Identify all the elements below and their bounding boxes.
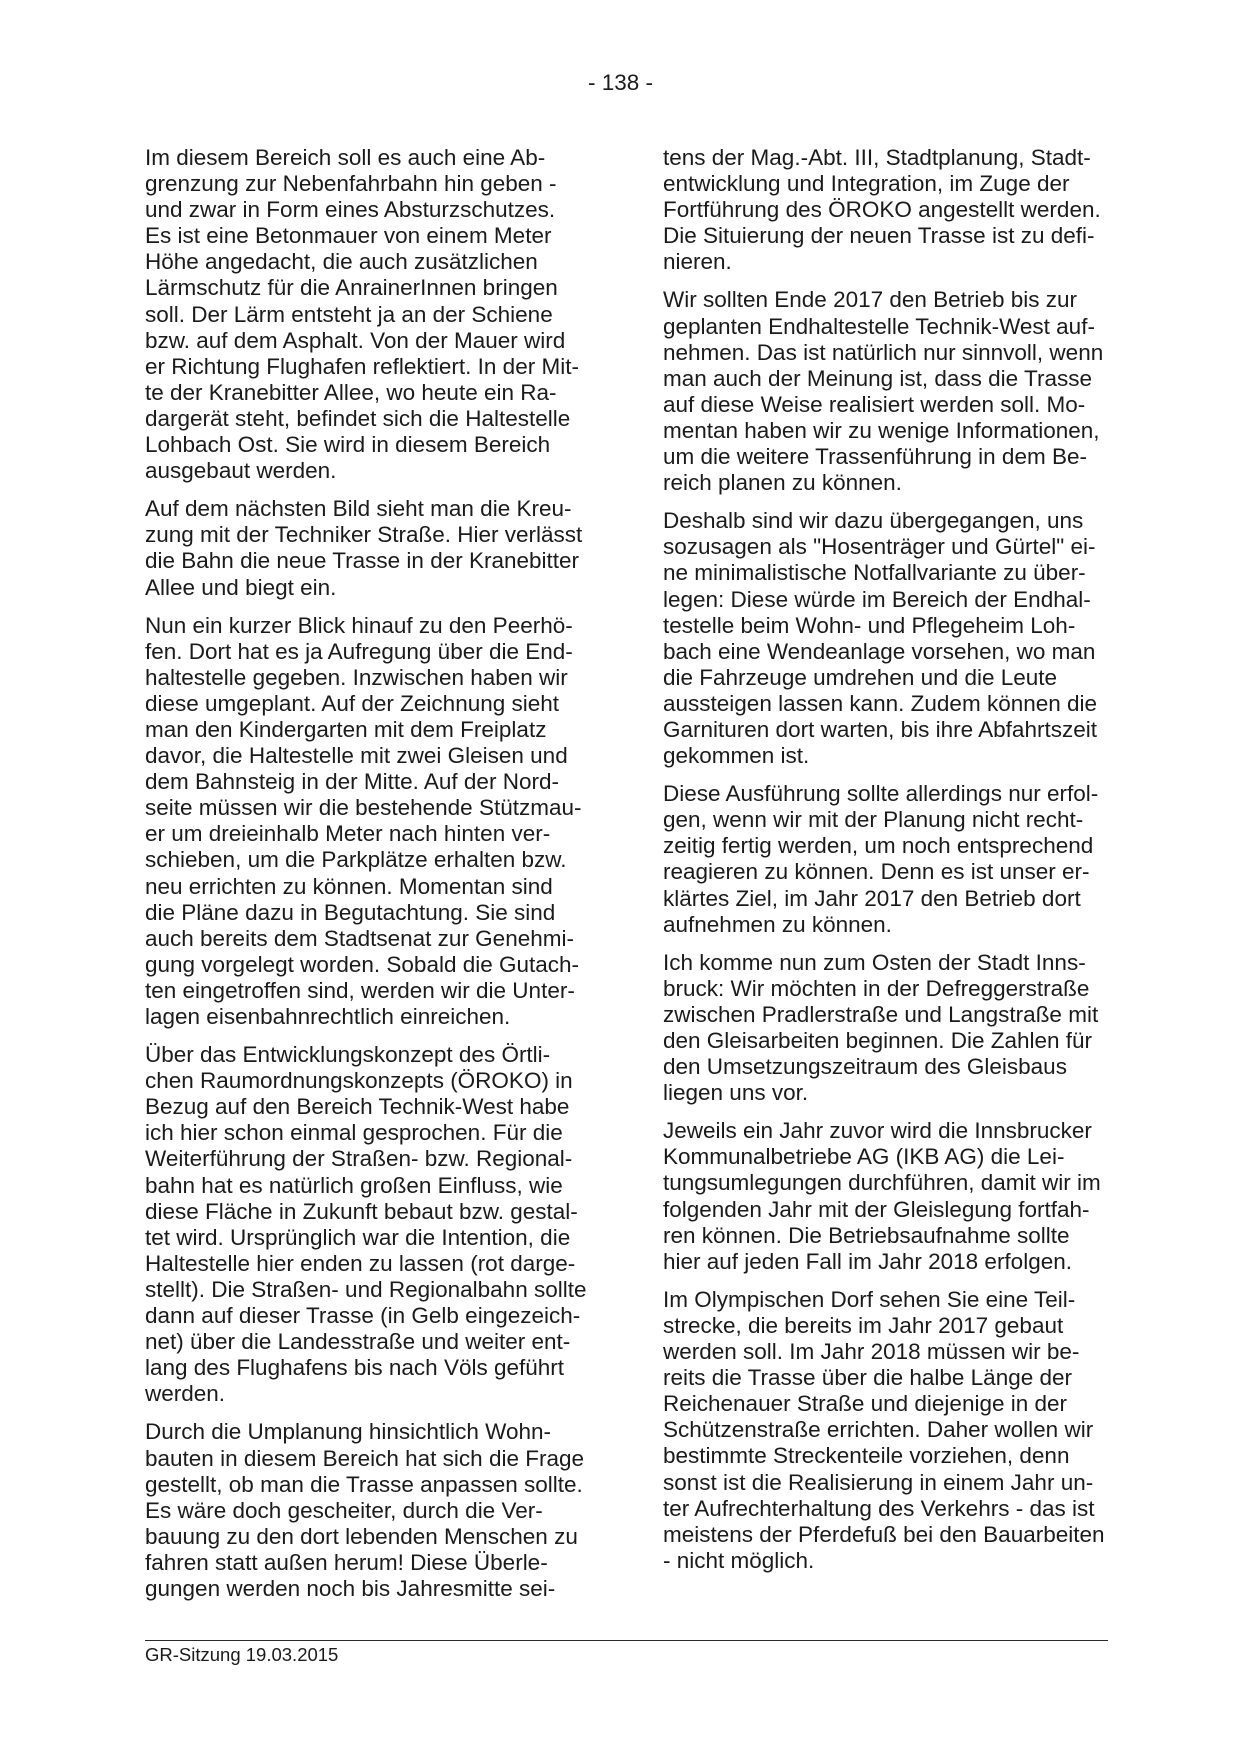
paragraph: Diese Ausführung sollte allerdings nur erfol- gen, wenn wir mit der Planung nicht recht- zeitig fertig werden, um noch entsprechend reagieren zu können. Denn es ist unser er- klärtes Ziel, im Jahr 2017 den Betrieb dort aufnehmen zu können. [663,781,1099,937]
footer-divider [145,1640,1108,1641]
paragraph: Ich komme nun zum Osten der Stadt Inns- bruck: Wir möchten in der Defreggerstraße zwischen Pradlerstraße und Langstraße mit den Gleisarbeiten beginnen. Die Zahlen für den Umsetzungszeitraum des Gleisbaus liegen uns vor. [663,949,1099,1106]
paragraph: Im diesem Bereich soll es auch eine Ab- grenzung zur Nebenfahrbahn hin geben - und zwar in Form eines Absturzschutzes. Es ist eine Betonmauer von einem Meter Höhe angedacht, die auch zusätzlichen Lärmschutz für die AnrainerInnen bringen soll. Der Lärm entsteht ja an der Schiene bzw. auf dem Asphalt. Von der Mauer wird er Richtung Flughafen reflektiert. In der Mit- te der Kranebitter Allee, wo heute ein Ra- dargerät steht, befindet sich die Haltestelle Lohbach Ost. Sie wird in diesem Bereich ausgebaut werden. [145,145,579,484]
paragraph: Wir sollten Ende 2017 den Betrieb bis zur geplanten Endhaltestelle Technik-West auf- nehmen. Das ist natürlich nur sinnvoll, wenn man auch der Meinung ist, dass die Trasse auf diese Weise realisiert werden soll. Mo- mentan haben wir zu wenige Informationen, um die weitere Trassenführung in dem Be- reich planen zu können. [663,287,1104,496]
page-number: - 138 - [587,70,654,95]
paragraph: Über das Entwicklungskonzept des Örtli- chen Raumordnungskonzepts (ÖROKO) in Bezug auf den Bereich Technik-West habe ich hier schon einmal gesprochen. Für die Weiterführung der Straßen- bzw. Regional- bahn hat es natürlich großen Einfluss, wie diese Fläche in Zukunft bebaut bzw. gestal- tet wird. Ursprünglich war die Intention, die Haltestelle hier enden zu lassen (rot darge- stellt). Die Straßen- und Regionalbahn sollte dann auf dieser Trasse (in Gelb eingezeich- net) über die Landesstraße und weiter ent- lang des Flughafens bis nach Völs geführt werden. [145,1042,587,1407]
paragraph: Auf dem nächsten Bild sieht man die Kreu- zung mit der Techniker Straße. Hier verlässt die Bahn die neue Trasse in der Kranebitter Allee und biegt ein. [145,496,583,600]
paragraph: Durch die Umplanung hinsichtlich Wohn- bauten in diesem Bereich hat sich die Frage gestellt, ob man die Trasse anpassen sollte. Es wäre doch gescheiter, durch die Ver- bauung zu den dort lebenden Menschen zu fahren statt außen herum! Diese Überle- gungen werden noch bis Jahresmitte sei- [145,1419,585,1601]
footer-text: GR-Sitzung 19.03.2015 [145,1644,339,1665]
paragraph: Nun ein kurzer Blick hinauf zu den Peerhö- fen. Dort hat es ja Aufregung über die End- haltestelle gegeben. Inzwischen haben wir diese umgeplant. Auf der Zeichnung sieht man den Kindergarten mit dem Freiplatz davor, die Haltestelle mit zwei Gleisen und dem Bahnsteig in der Mitte. Auf der Nord- seite müssen wir die bestehende Stützmau- er um dreieinhalb Meter nach hinten ver- schieben, um die Parkplätze erhalten bzw. neu errichten zu können. Momentan sind die Pläne dazu in Begutachtung. Sie sind auch bereits dem Stadtsenat zur Genehmi- gung vorgelegt worden. Sobald die Gutach- ten eingetroffen sind, werden wir die Unter- lagen eisenbahnrechtlich einreichen. [145,612,582,1029]
left-column [145,145,595,1614]
paragraph: Jeweils ein Jahr zuvor wird die Innsbrucker Kommunalbetriebe AG (IKB AG) die Lei- tungsumlegungen durchführen, damit wir im folgenden Jahr mit der Gleislegung fortfah- ren können. Die Betriebsaufnahme sollte hier auf jeden Fall im Jahr 2018 erfolgen. [663,1118,1101,1274]
right-column [663,145,1113,1586]
paragraph: Im Olympischen Dorf sehen Sie eine Teil- strecke, die bereits im Jahr 2017 gebaut werden soll. Im Jahr 2018 müssen wir be- reits die Trasse über die halbe Länge der Reichenauer Straße und diejenige in der Schützenstraße errichten. Daher wollen wir bestimmte Streckenteile vorziehen, denn sonst ist die Realisierung in einem Jahr un- ter Aufrechterhaltung des Verkehrs - das ist meistens der Pferdefuß bei den Bauarbeiten - nicht möglich. [663,1286,1105,1573]
paragraph: Deshalb sind wir dazu übergegangen, uns sozusagen als "Hosenträger und Gürtel" ei- ne minimalistische Notfallvariante zu über- legen: Diese würde im Bereich der Endhal- testelle beim Wohn- und Pflegeheim Loh- bach eine Wendeanlage vorsehen, wo man die Fahrzeuge umdrehen und die Leute aussteigen lassen kann. Zudem können die Garnituren dort warten, bis ihre Abfahrtszeit gekommen ist. [663,508,1098,769]
paragraph: tens der Mag.-Abt. III, Stadtplanung, Stadt- entwicklung und Integration, im Zuge der Fortführung des ÖROKO angestellt werden. Die Situierung der neuen Trasse ist zu defi- nieren. [663,145,1101,275]
